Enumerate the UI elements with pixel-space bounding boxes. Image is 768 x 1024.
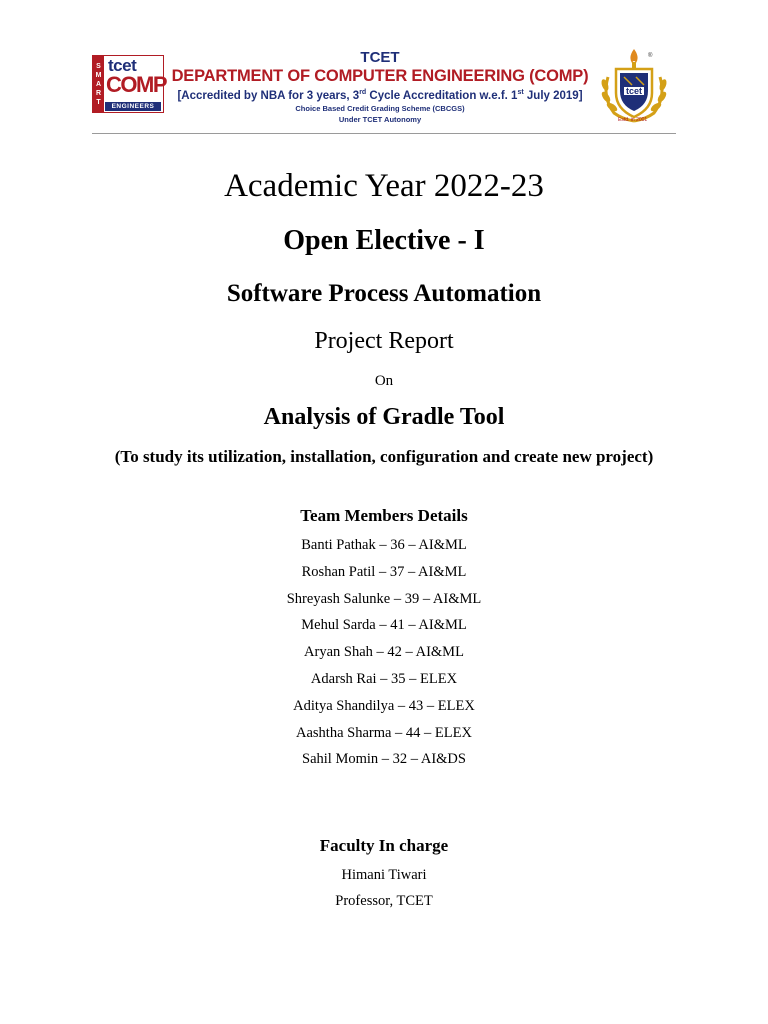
accreditation-sup-st: st <box>517 89 524 96</box>
smart-letter: R <box>95 89 102 97</box>
header-divider <box>92 133 676 134</box>
accreditation-main: [Accredited by NBA for 3 years, 3 <box>177 89 360 102</box>
team-member: Aryan Shah – 42 – AI&ML <box>304 644 464 661</box>
course-name: Software Process Automation <box>226 280 542 307</box>
accreditation-sup-rd: rd <box>359 89 367 96</box>
academic-year: Academic Year 2022-23 <box>224 168 544 204</box>
faculty-name: Himani Tiwari <box>341 867 427 883</box>
letterhead-text <box>164 49 596 125</box>
elective-title: Open Elective - I <box>283 225 485 256</box>
team-member: Banti Pathak – 36 – AI&ML <box>301 537 467 553</box>
team-member: Sahil Momin – 32 – AI&DS <box>302 751 466 768</box>
project-subtitle: (To study its utilization, installation, configuration and create new project) <box>114 447 654 466</box>
logo-tcet-text: tcet <box>108 56 137 75</box>
accreditation-mid: Cycle Accreditation w.e.f. 1 <box>366 89 518 102</box>
on-label: On <box>374 373 394 389</box>
logo-engineers-text: ENGINEERS <box>105 102 161 111</box>
smart-letter: A <box>95 80 102 88</box>
team-member: Mehul Sarda – 41 – AI&ML <box>301 617 467 634</box>
faculty-heading: Faculty In charge <box>319 836 449 855</box>
report-type: Project Report <box>314 328 454 354</box>
team-member: Aditya Shandilya – 43 – ELEX <box>293 697 475 714</box>
autonomy-line: Under TCET Autonomy <box>338 114 422 124</box>
registered-mark: ® <box>648 53 653 59</box>
institute-name: TCET <box>360 49 400 66</box>
team-member-list <box>0 535 768 776</box>
accreditation-line <box>164 86 596 103</box>
smart-letter: T <box>96 98 101 106</box>
established-text: Estd. in 2001 <box>618 117 648 123</box>
team-member: Roshan Patil – 37 – AI&ML <box>301 563 467 580</box>
department-name: DEPARTMENT OF COMPUTER ENGINEERING (COMP) <box>171 67 589 85</box>
team-member: Aashtha Sharma – 44 – ELEX <box>296 724 472 741</box>
tcet-comp-engineers-logo <box>92 55 164 113</box>
smart-vertical-strip <box>93 56 104 112</box>
smart-letter: S <box>96 62 101 70</box>
smart-letter: M <box>95 71 102 79</box>
team-member: Adarsh Rai – 35 – ELEX <box>310 670 458 687</box>
team-member: Shreyash Salunke – 39 – AI&ML <box>286 590 482 607</box>
accreditation-end: July 2019] <box>523 89 583 102</box>
team-heading: Team Members Details <box>300 506 468 525</box>
tcet-emblem-logo <box>592 47 676 127</box>
logo-comp-text: COMP <box>106 72 166 97</box>
faculty-role: Professor, TCET <box>335 893 433 909</box>
emblem-text: tcet <box>625 86 643 96</box>
letterhead <box>92 47 676 133</box>
grading-scheme: Choice Based Credit Grading Scheme (CBCGS) <box>295 103 465 113</box>
project-title: Analysis of Gradle Tool <box>263 404 505 430</box>
emblem-crest-icon <box>592 47 676 127</box>
